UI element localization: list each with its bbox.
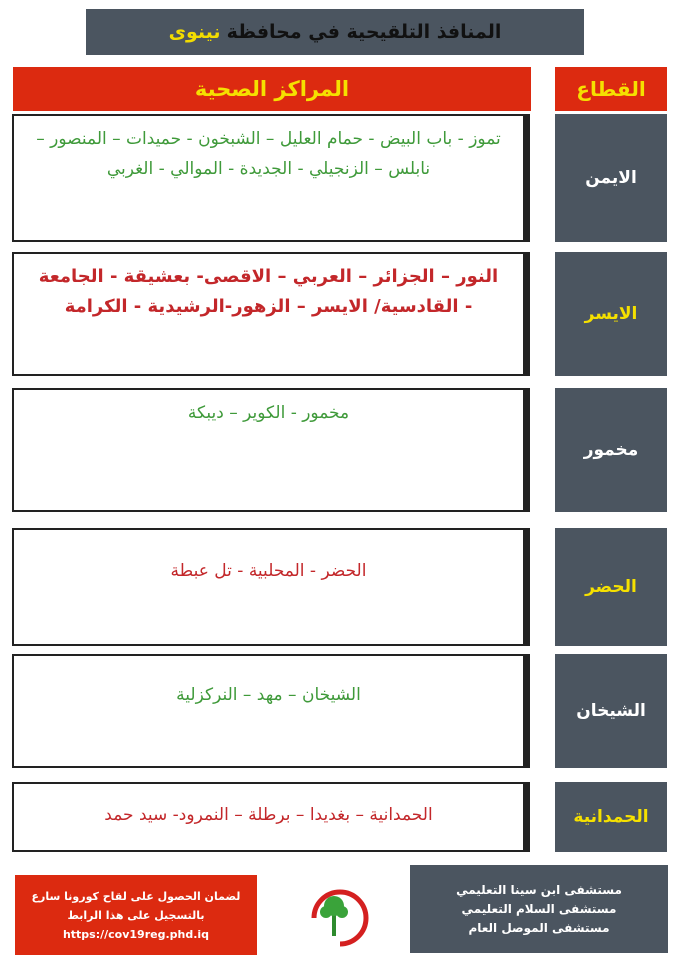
centers-cell-right-bank: تموز - باب البيض - حمام العليل – الشبخون - حميدات – المنصور – نابلس – الزنجيلي - الجديدة - الموالي - الغربي xyxy=(12,114,530,242)
registration-promo xyxy=(15,875,257,955)
hospitals-list xyxy=(410,865,668,953)
sector-cell-right-bank: الايمن xyxy=(555,114,667,242)
hospital-item: مستشفى الموصل العام xyxy=(468,921,610,935)
sector-cell-hamdaniya: الحمدانية xyxy=(555,782,667,852)
sector-cell-left-bank: الايسر xyxy=(555,252,667,376)
page-title: المنافذ التلقيحية في محافظة xyxy=(226,21,502,43)
ministry-logo xyxy=(300,878,380,958)
health-centers-header: المراكز الصحية xyxy=(13,67,531,111)
promo-line-2: بالتسجيل على هذا الرابط xyxy=(67,908,205,922)
promo-line-1: لضمان الحصول على لقاح كورونا سارع xyxy=(31,889,241,903)
governorate-name: نينوى xyxy=(168,21,221,43)
hospital-item: مستشفى ابن سينا التعليمي xyxy=(456,883,622,897)
sector-cell-shekhan: الشيخان xyxy=(555,654,667,768)
registration-link[interactable]: https://cov19reg.phd.iq xyxy=(62,927,210,941)
centers-cell-hatra: الحضر - المحلبية - تل عبطة xyxy=(12,528,530,646)
title-banner xyxy=(86,9,584,55)
sector-header: القطاع xyxy=(555,67,667,111)
sector-cell-hatra: الحضر xyxy=(555,528,667,646)
sector-cell-makhmour: مخمور xyxy=(555,388,667,512)
hospital-item: مستشفى السلام التعليمي xyxy=(461,902,617,916)
centers-cell-makhmour: مخمور - الكوير – ديبكة xyxy=(12,388,530,512)
centers-cell-left-bank: النور – الجزائر – العربي – الاقصى- بعشيقة - الجامعة - القادسية/ الايسر – الزهور-الرشيدية - الكرامة xyxy=(12,252,530,376)
centers-cell-hamdaniya: الحمدانية – بغديدا – برطلة – النمرود- سيد حمد xyxy=(12,782,530,852)
tree-logo-icon xyxy=(300,878,380,958)
centers-cell-shekhan: الشيخان – مهد – النركزلية xyxy=(12,654,530,768)
